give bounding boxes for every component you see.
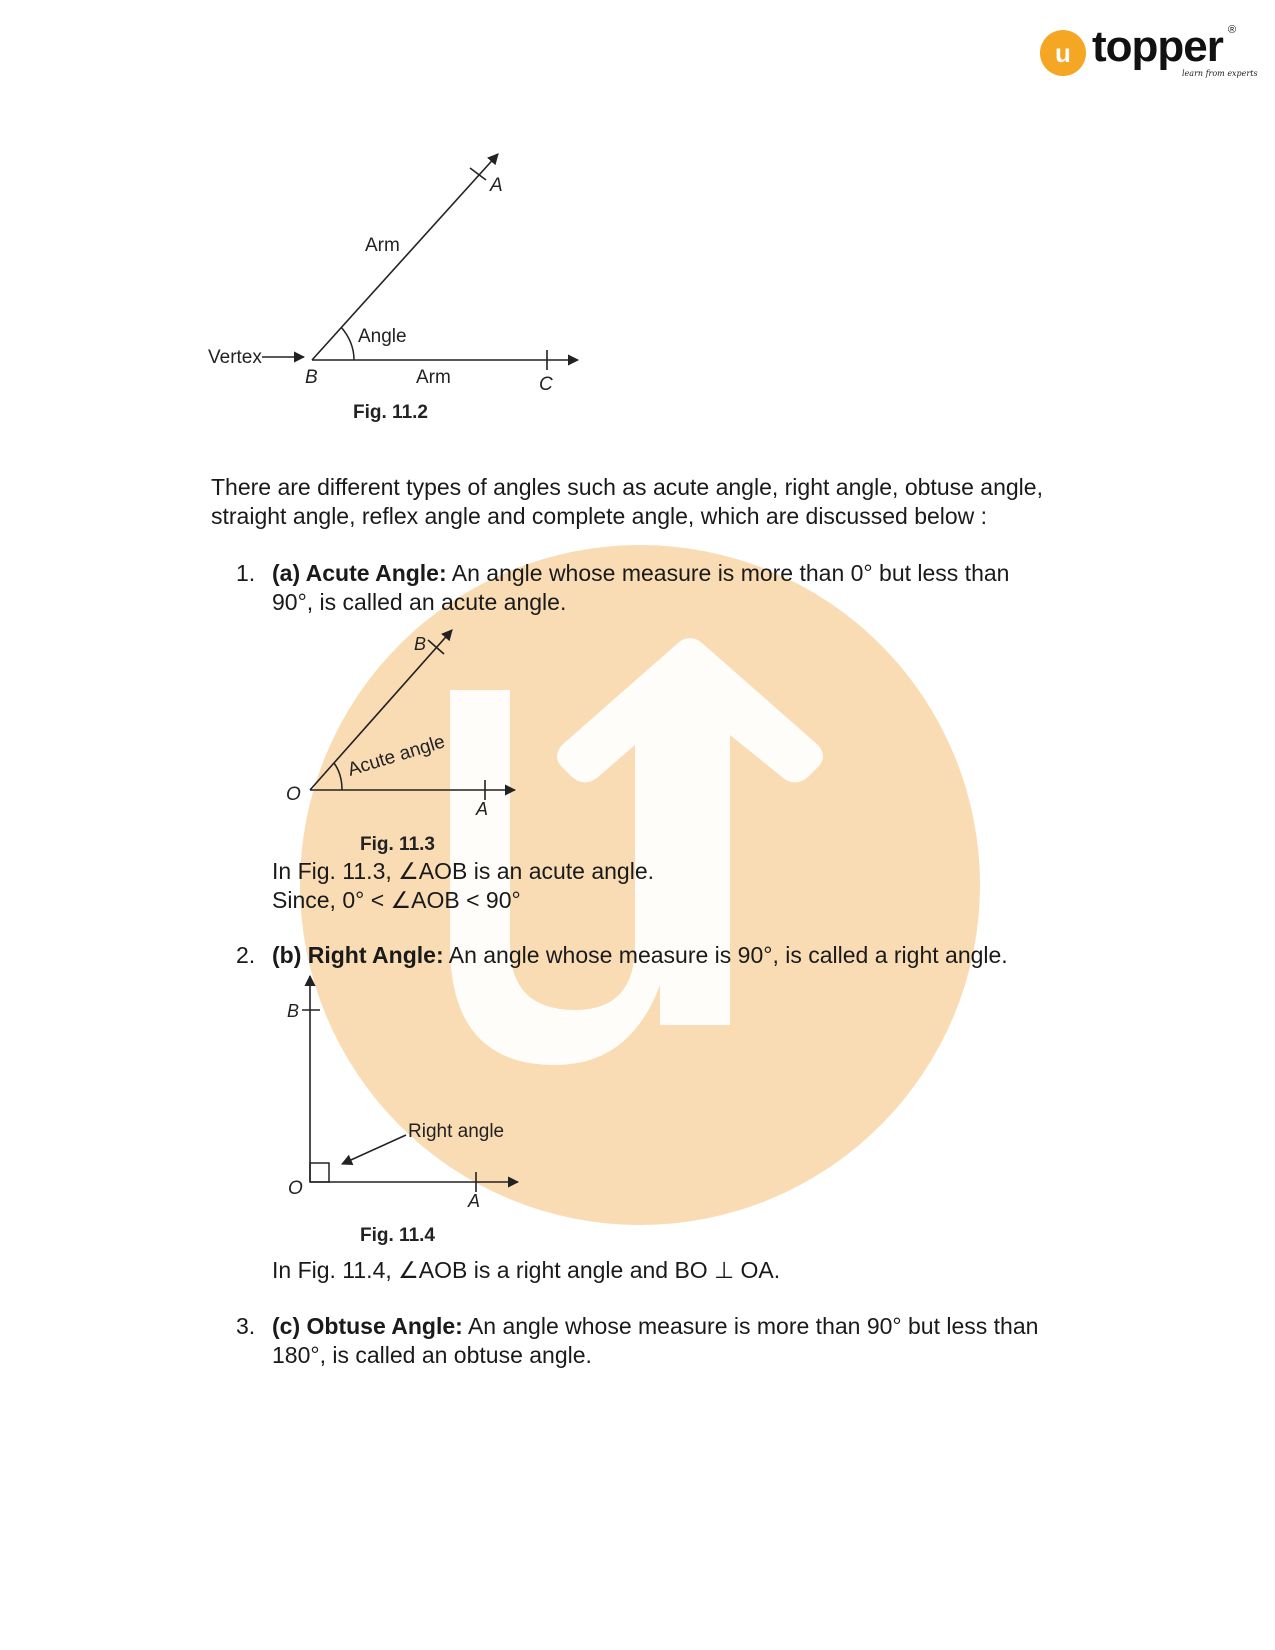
arm-bottom-label: Arm: [416, 367, 451, 388]
figure-caption: Fig. 11.3: [360, 834, 435, 855]
topper-logo: [1040, 22, 1258, 84]
logo-letter: u: [1055, 38, 1071, 68]
obtuse-text-line-2: 180°, is called an obtuse angle.: [272, 1342, 592, 1368]
right-angle-label: Right angle: [408, 1121, 505, 1142]
acute-angle-label: Acute angle: [345, 731, 448, 781]
point-a-label: A: [490, 175, 503, 196]
point-o-label: O: [286, 784, 301, 805]
right-text: An angle whose measure is 90°, is called a right angle.: [443, 942, 1008, 968]
right-note: In Fig. 11.4, ∠AOB is a right angle and BO ⊥ OA.: [272, 1257, 781, 1283]
point-o-label: O: [288, 1178, 303, 1199]
figure-caption: Fig. 11.4: [360, 1225, 435, 1246]
registered-mark: ®: [1228, 24, 1237, 36]
acute-title: (a) Acute Angle:: [272, 560, 447, 586]
obtuse-title: (c) Obtuse Angle:: [272, 1313, 463, 1339]
point-b-label: B: [414, 634, 427, 654]
obtuse-text: An angle whose measure is more than 90° but less than: [462, 1313, 1039, 1339]
acute-note-line-2: Since, 0° < ∠AOB < 90°: [272, 887, 521, 913]
list-number: 1.: [236, 560, 256, 586]
acute-arc: [334, 763, 342, 790]
point-c-label: C: [539, 374, 553, 395]
acute-definition: [272, 559, 1009, 588]
intro-line-1: There are different types of angles such as acute angle, right angle, obtuse angle,: [211, 474, 1043, 500]
figure-caption: Fig. 11.2: [353, 402, 428, 423]
acute-text: An angle whose measure is more than 0° but less than: [446, 560, 1010, 586]
intro-line-2: straight angle, reflex angle and complete angle, which are discussed below :: [211, 503, 988, 529]
acute-text-line-2: 90°, is called an acute angle.: [272, 589, 567, 615]
logo-tagline: learn from experts: [1182, 69, 1258, 78]
acute-note-line-1: In Fig. 11.3, ∠AOB is an acute angle.: [272, 858, 655, 884]
point-b-label: B: [305, 367, 318, 388]
right-angle-pointer: [342, 1135, 406, 1164]
point-a-label: A: [468, 1191, 481, 1211]
figure-11-4: [280, 970, 540, 1250]
list-number: 3.: [236, 1313, 256, 1339]
right-title: (b) Right Angle:: [272, 942, 444, 968]
figure-11-2: [200, 150, 620, 440]
logo-wordmark: topper: [1092, 22, 1223, 71]
point-b-label: B: [287, 1001, 300, 1021]
figure-11-3: [280, 620, 540, 860]
point-a-label: A: [476, 799, 489, 819]
list-number: 2.: [236, 942, 256, 968]
arm-top-label: Arm: [365, 235, 400, 256]
right-definition: [272, 941, 1008, 970]
angle-arc: [341, 327, 354, 360]
obtuse-definition: [272, 1312, 1038, 1341]
right-angle-mark: [310, 1163, 329, 1182]
angle-label: Angle: [358, 326, 407, 347]
topper-u-icon: [1040, 30, 1086, 76]
vertex-label: Vertex: [208, 347, 262, 368]
